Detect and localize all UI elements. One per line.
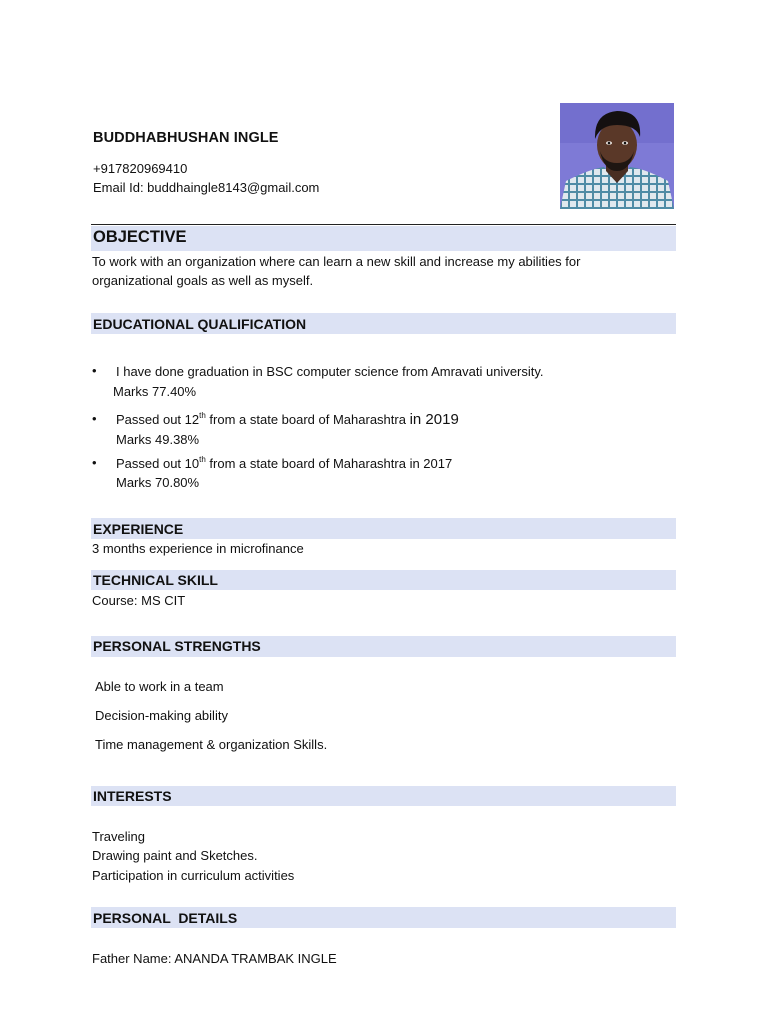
interests-band: [91, 786, 676, 806]
strength-item: Able to work in a team: [95, 679, 224, 694]
technical-skill-text: Course: MS CIT: [92, 593, 186, 608]
interest-item: Traveling: [92, 829, 145, 844]
interest-item: Drawing paint and Sketches.: [92, 848, 258, 863]
objective-line-2: organizational goals as well as myself.: [92, 273, 314, 288]
email-address: Email Id: buddhaingle8143@gmail.com: [93, 180, 320, 195]
strength-item: Decision-making ability: [95, 708, 228, 723]
father-name: Father Name: ANANDA TRAMBAK INGLE: [92, 951, 337, 966]
strengths-heading: PERSONAL STRENGTHS: [93, 638, 261, 654]
objective-heading: OBJECTIVE: [93, 228, 187, 246]
profile-photo: [560, 103, 674, 209]
education-marks-2: Marks 49.38%: [116, 432, 200, 447]
personal-details-heading: PERSONAL DETAILS: [93, 910, 238, 926]
education-heading: EDUCATIONAL QUALIFICATION: [93, 316, 307, 332]
interests-heading: INTERESTS: [93, 788, 172, 804]
education-item-2: Passed out 12th from a state board of Maharashtra in 2019: [116, 410, 459, 428]
phone-number: +917820969410: [93, 161, 188, 176]
header-divider: [91, 224, 676, 225]
education-marks-3: Marks 70.80%: [116, 475, 200, 490]
education-item-3: Passed out 10th from a state board of Maharashtra in 2017: [116, 454, 453, 471]
strength-item: Time management & organization Skills.: [95, 737, 328, 752]
experience-text: 3 months experience in microfinance: [92, 541, 304, 556]
experience-heading: EXPERIENCE: [93, 521, 184, 537]
interest-item: Participation in curriculum activities: [92, 868, 295, 883]
education-bullet-3: •: [92, 455, 97, 470]
education-bullet-2: •: [92, 411, 97, 426]
education-item-1: I have done graduation in BSC computer science from Amravati university.: [116, 364, 544, 379]
technical-skill-heading: TECHNICAL SKILL: [93, 572, 218, 588]
candidate-name: BUDDHABHUSHAN INGLE: [93, 130, 279, 146]
education-marks-1: Marks 77.40%: [113, 384, 197, 399]
education-bullet-1: •: [92, 363, 97, 378]
objective-line-1: To work with an organization where can learn a new skill and increase my abilities for: [92, 254, 581, 269]
